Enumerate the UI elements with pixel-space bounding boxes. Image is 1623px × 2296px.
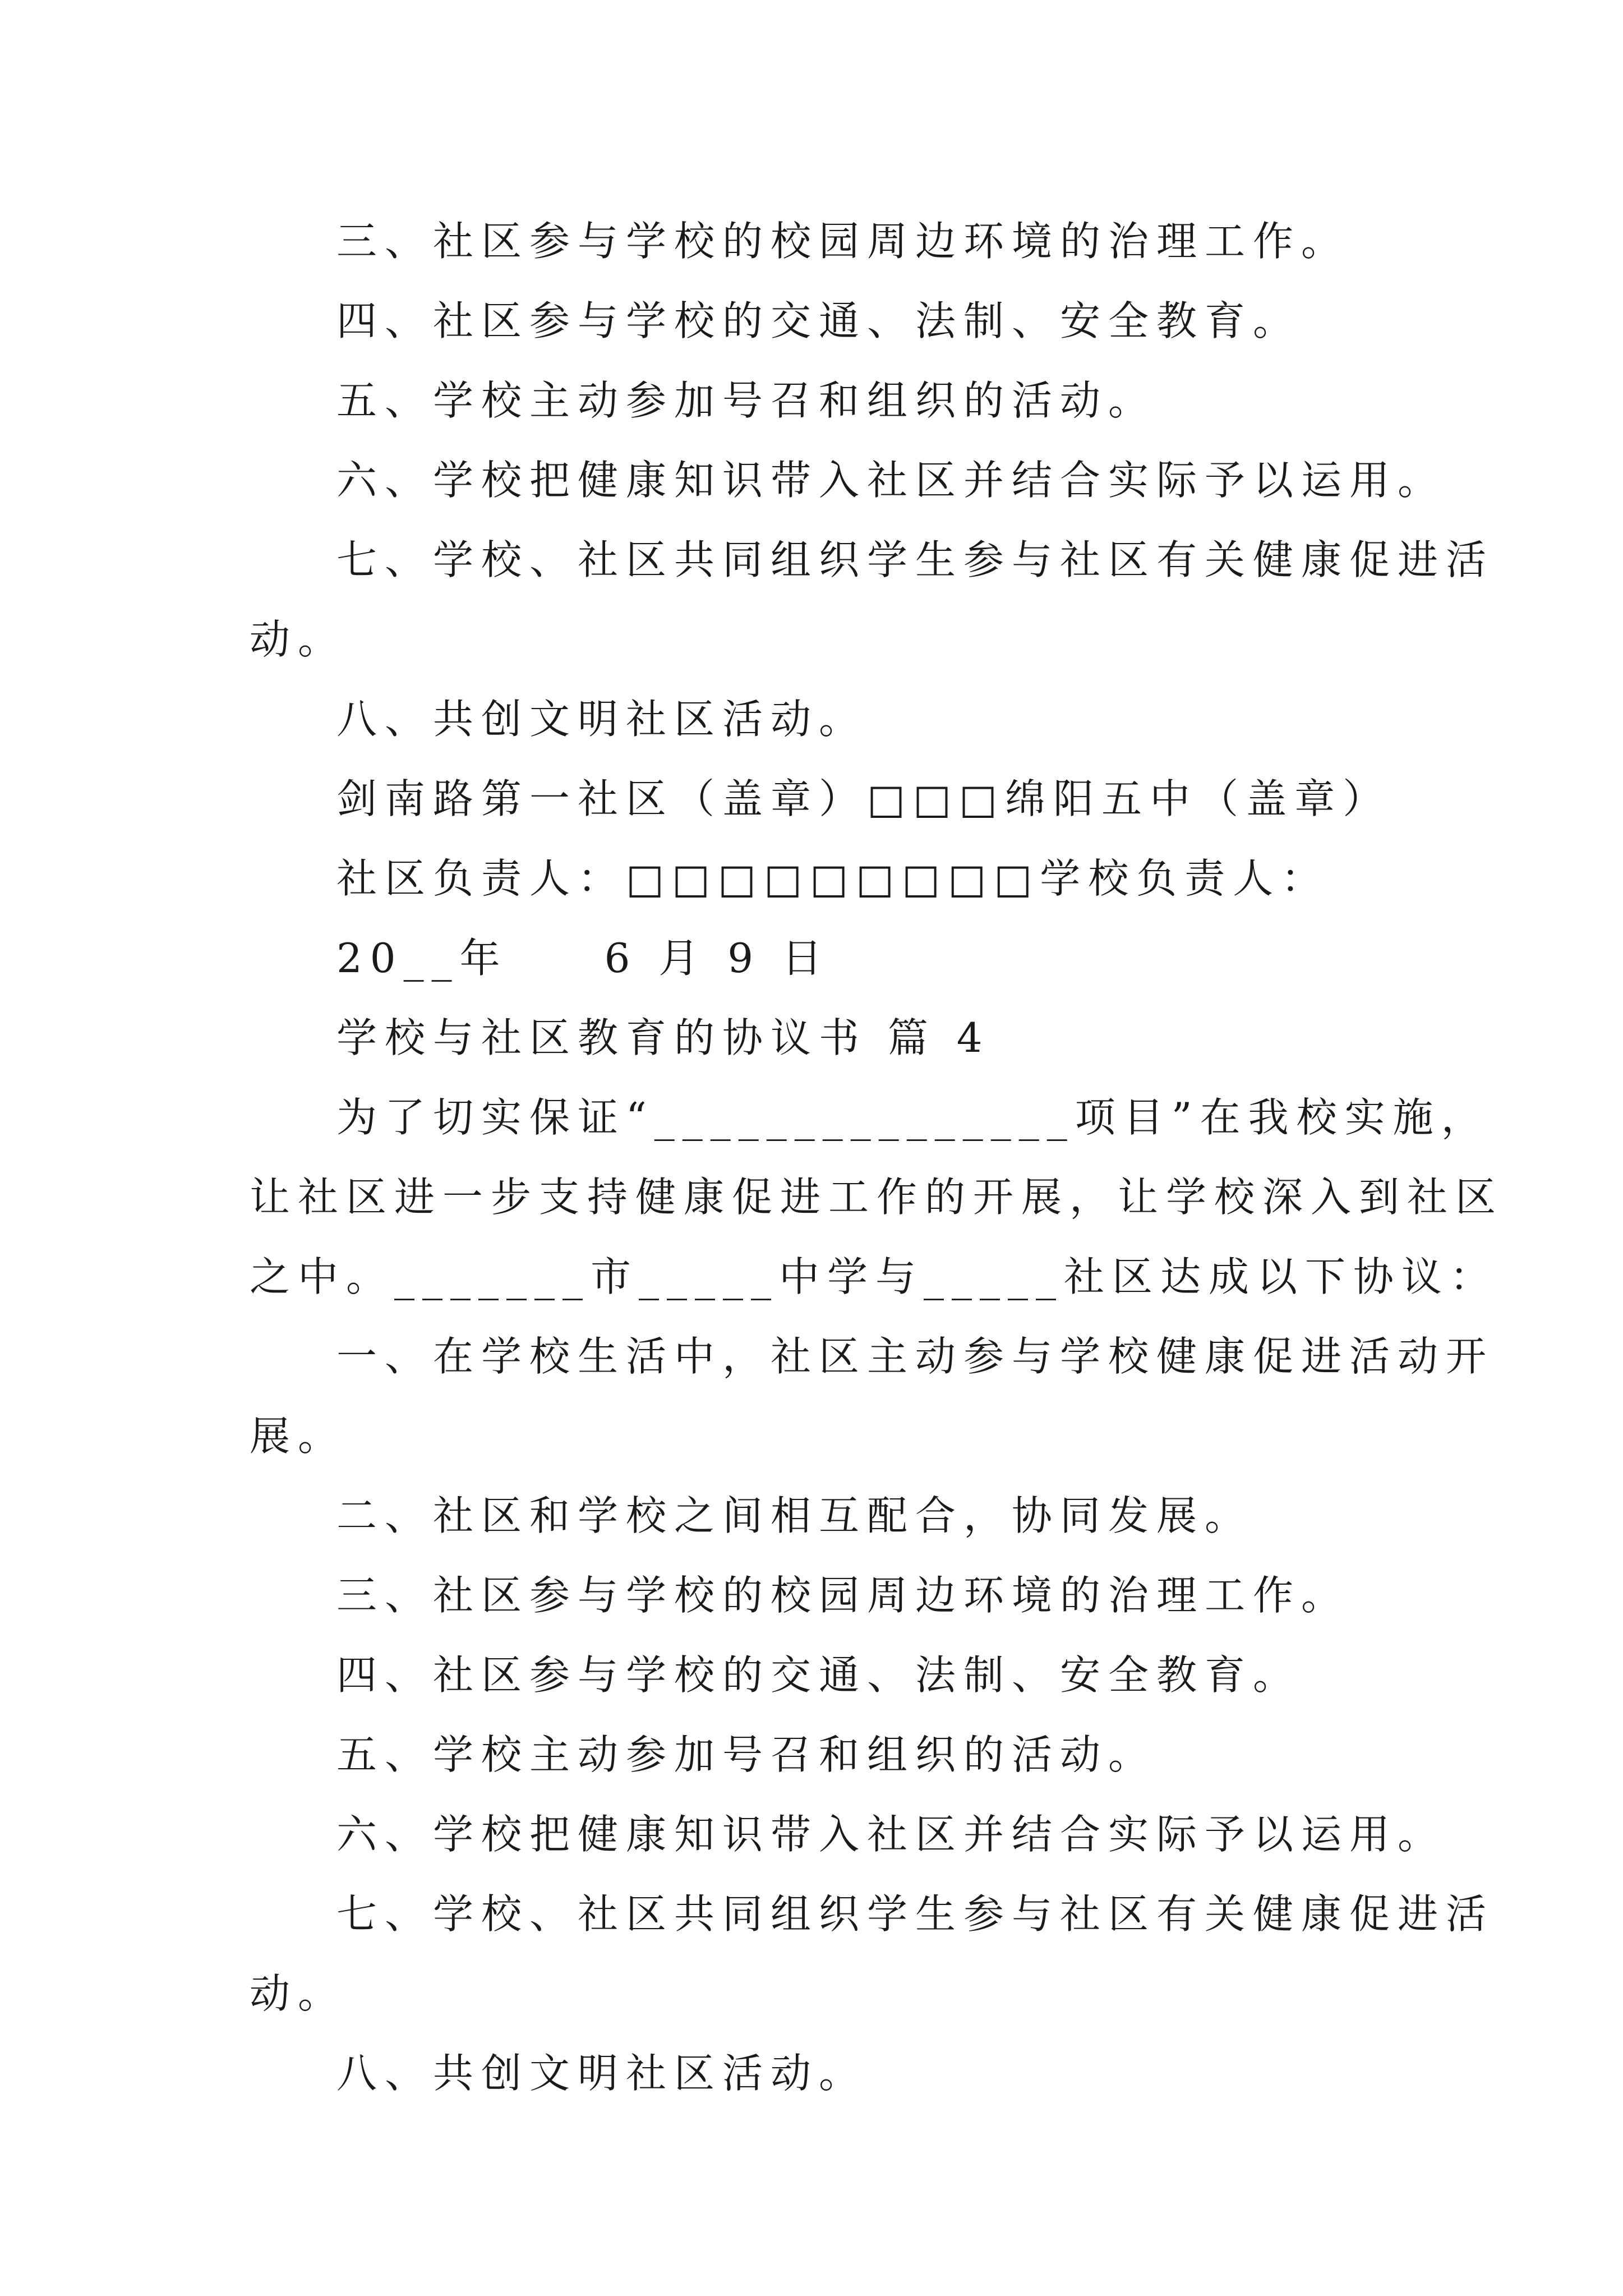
signature-date: 20__年 6 月 9 日	[336, 935, 830, 982]
signature-parties: 剑南路第一社区（盖章）□□□绵阳五中（盖章）	[336, 775, 1391, 822]
signature-responsible-persons: 社区负责人：□□□□□□□□□学校负责人：	[336, 855, 1330, 902]
intro-paragraph-line-1: 为了切实保证“_______________项目”在我校实施，	[336, 1094, 1490, 1141]
section-title: 学校与社区教育的协议书 篇 4	[336, 1014, 990, 1061]
clause-8-second: 八、共创文明社区活动。	[336, 2050, 868, 2097]
clause-6-second: 六、学校把健康知识带入社区并结合实际予以运用。	[336, 1811, 1446, 1858]
clause-7: 七、学校、社区共同组织学生参与社区有关健康促进活	[336, 536, 1495, 583]
clause-7-continuation: 动。	[250, 616, 347, 663]
clause-1-continuation: 展。	[250, 1412, 347, 1460]
clause-3-second: 三、社区参与学校的校园周边环境的治理工作。	[336, 1572, 1350, 1619]
clause-4-second: 四、社区参与学校的交通、法制、安全教育。	[336, 1651, 1302, 1699]
clause-7-second-continuation: 动。	[250, 1970, 347, 2017]
clause-2: 二、社区和学校之间相互配合，协同发展。	[336, 1492, 1253, 1539]
intro-paragraph-line-2: 让社区进一步支持健康促进工作的开展，让学校深入到社区	[250, 1174, 1504, 1221]
clause-7-second: 七、学校、社区共同组织学生参与社区有关健康促进活	[336, 1890, 1495, 1938]
clause-4: 四、社区参与学校的交通、法制、安全教育。	[336, 297, 1302, 344]
clause-5-second: 五、学校主动参加号召和组织的活动。	[336, 1731, 1157, 1778]
intro-paragraph-line-3: 之中。_______市_____中学与_____社区达成以下协议：	[250, 1253, 1498, 1300]
clause-1: 一、在学校生活中，社区主动参与学校健康促进活动开	[336, 1333, 1495, 1380]
clause-5: 五、学校主动参加号召和组织的活动。	[336, 377, 1157, 424]
clause-8: 八、共创文明社区活动。	[336, 696, 868, 743]
clause-3: 三、社区参与学校的校园周边环境的治理工作。	[336, 218, 1350, 265]
clause-6: 六、学校把健康知识带入社区并结合实际予以运用。	[336, 457, 1446, 504]
